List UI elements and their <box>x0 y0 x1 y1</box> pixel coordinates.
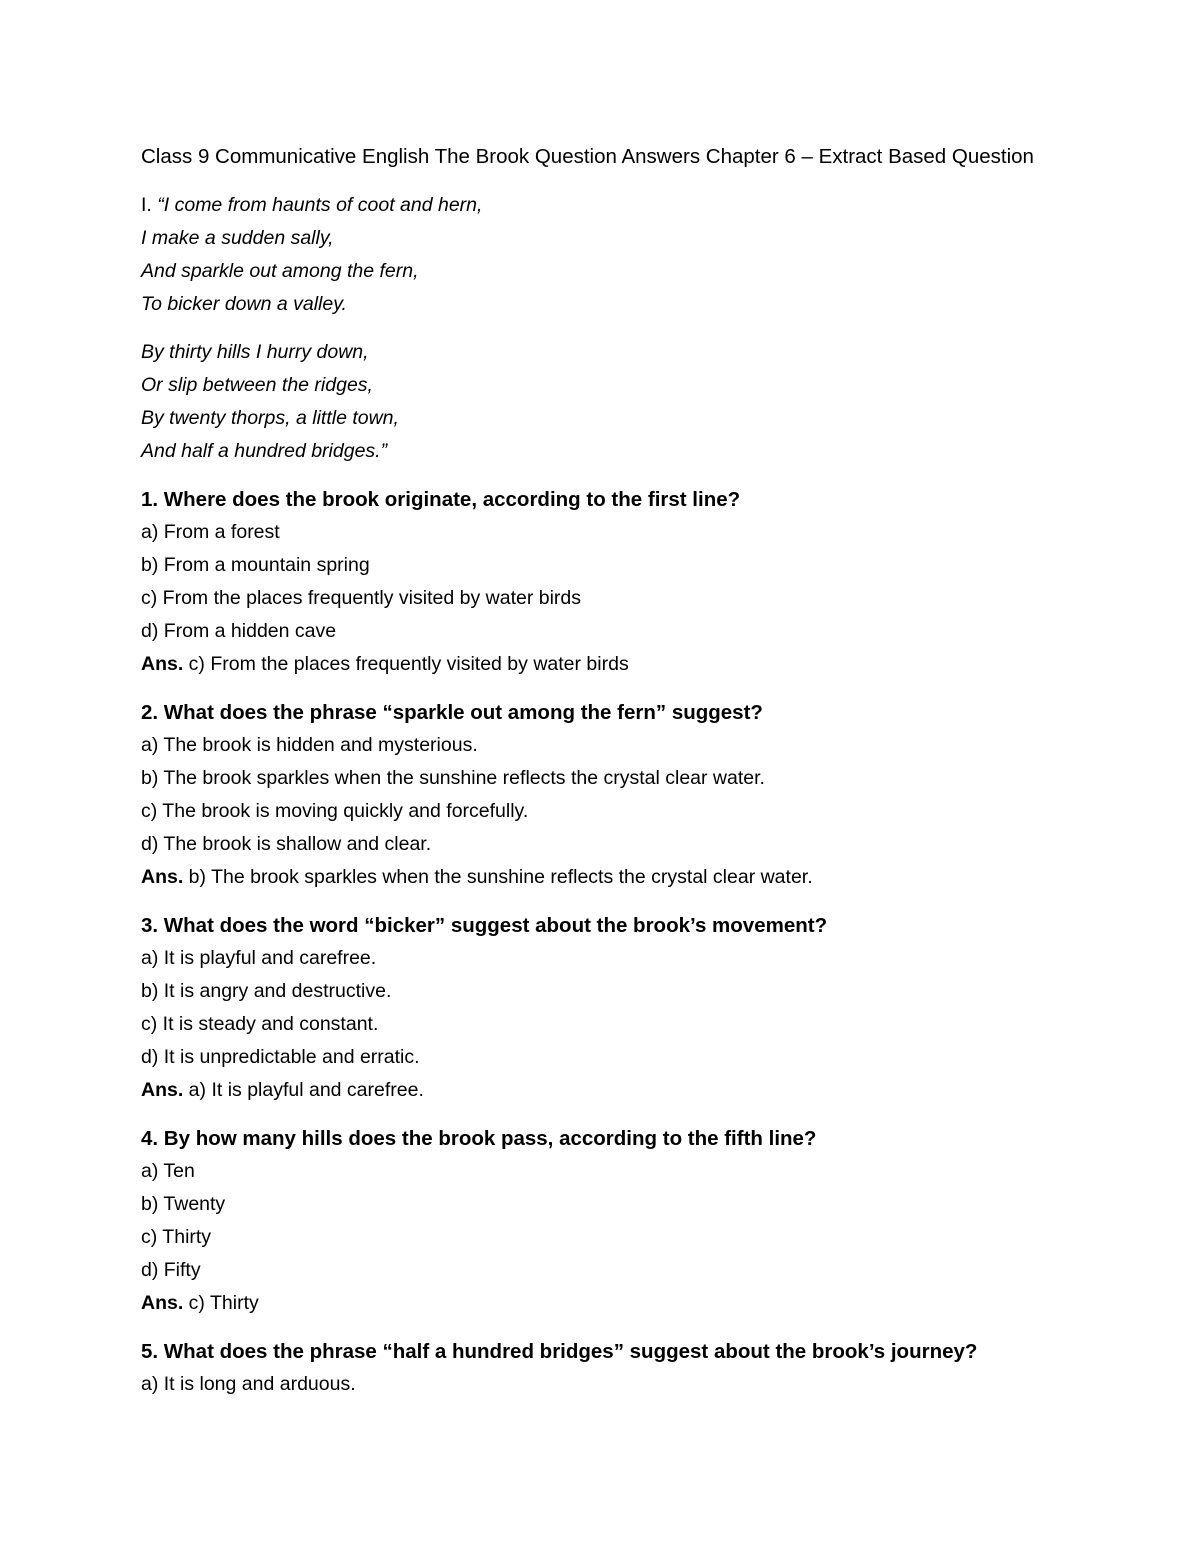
answer-text: b) The brook sparkles when the sunshine reflects the crystal clear water. <box>183 866 813 888</box>
question-2 <box>141 696 1101 894</box>
option-b: b) The brook sparkles when the sunshine reflects the crystal clear water. <box>141 767 765 789</box>
option-a: a) From a forest <box>141 521 280 543</box>
extract-line: I make a sudden sally, <box>141 227 334 249</box>
question-text: 1. Where does the brook originate, according to the first line? <box>141 488 741 511</box>
extract-line: By twenty thorps, a little town, <box>141 407 399 429</box>
answer-text: c) Thirty <box>183 1292 259 1314</box>
extract-line: And half a hundred bridges.” <box>141 440 388 462</box>
answer-line <box>141 1074 1101 1107</box>
stanza-2 <box>141 336 1101 468</box>
extract-line: Or slip between the ridges, <box>141 374 373 396</box>
extract-number: I. <box>141 194 152 216</box>
option-c: c) The brook is moving quickly and forcefully. <box>141 800 529 822</box>
extract-line: By thirty hills I hurry down, <box>141 341 369 363</box>
option-d: d) The brook is shallow and clear. <box>141 833 432 855</box>
extract-line-text: “I come from haunts of coot and hern, <box>157 194 483 216</box>
option-a: a) The brook is hidden and mysterious. <box>141 734 478 756</box>
extract-line: And sparkle out among the fern, <box>141 260 419 282</box>
answer-label: Ans. <box>141 866 184 888</box>
document-page <box>141 140 1101 1416</box>
option-d: d) It is unpredictable and erratic. <box>141 1046 420 1068</box>
question-1 <box>141 483 1101 681</box>
answer-label: Ans. <box>141 1292 184 1314</box>
option-c: c) It is steady and constant. <box>141 1013 379 1035</box>
question-text: 2. What does the phrase “sparkle out among the fern” suggest? <box>141 701 763 724</box>
extract-line <box>141 189 1101 222</box>
question-4 <box>141 1122 1101 1320</box>
option-b: b) It is angry and destructive. <box>141 980 392 1002</box>
document-title: Class 9 Communicative English The Brook Question Answers Chapter 6 – Extract Based Question <box>141 145 1034 168</box>
option-a: a) It is long and arduous. <box>141 1373 356 1395</box>
option-a: a) Ten <box>141 1160 195 1182</box>
question-5 <box>141 1335 1101 1401</box>
option-c: c) Thirty <box>141 1226 212 1248</box>
option-b: b) Twenty <box>141 1193 226 1215</box>
question-text: 3. What does the word “bicker” suggest about the brook’s movement? <box>141 914 828 937</box>
answer-text: c) From the places frequently visited by water birds <box>183 653 629 675</box>
option-c: c) From the places frequently visited by water birds <box>141 587 582 609</box>
option-d: d) Fifty <box>141 1259 201 1281</box>
question-text: 5. What does the phrase “half a hundred bridges” suggest about the brook’s journey? <box>141 1340 978 1363</box>
question-3 <box>141 909 1101 1107</box>
answer-line <box>141 861 1101 894</box>
option-a: a) It is playful and carefree. <box>141 947 377 969</box>
answer-line <box>141 648 1101 681</box>
answer-label: Ans. <box>141 653 184 675</box>
answer-label: Ans. <box>141 1079 184 1101</box>
question-text: 4. By how many hills does the brook pass, according to the fifth line? <box>141 1127 817 1150</box>
option-b: b) From a mountain spring <box>141 554 370 576</box>
stanza-1 <box>141 189 1101 321</box>
answer-text: a) It is playful and carefree. <box>183 1079 424 1101</box>
answer-line <box>141 1287 1101 1320</box>
poem-extract <box>141 189 1101 468</box>
option-d: d) From a hidden cave <box>141 620 337 642</box>
extract-line: To bicker down a valley. <box>141 293 347 315</box>
